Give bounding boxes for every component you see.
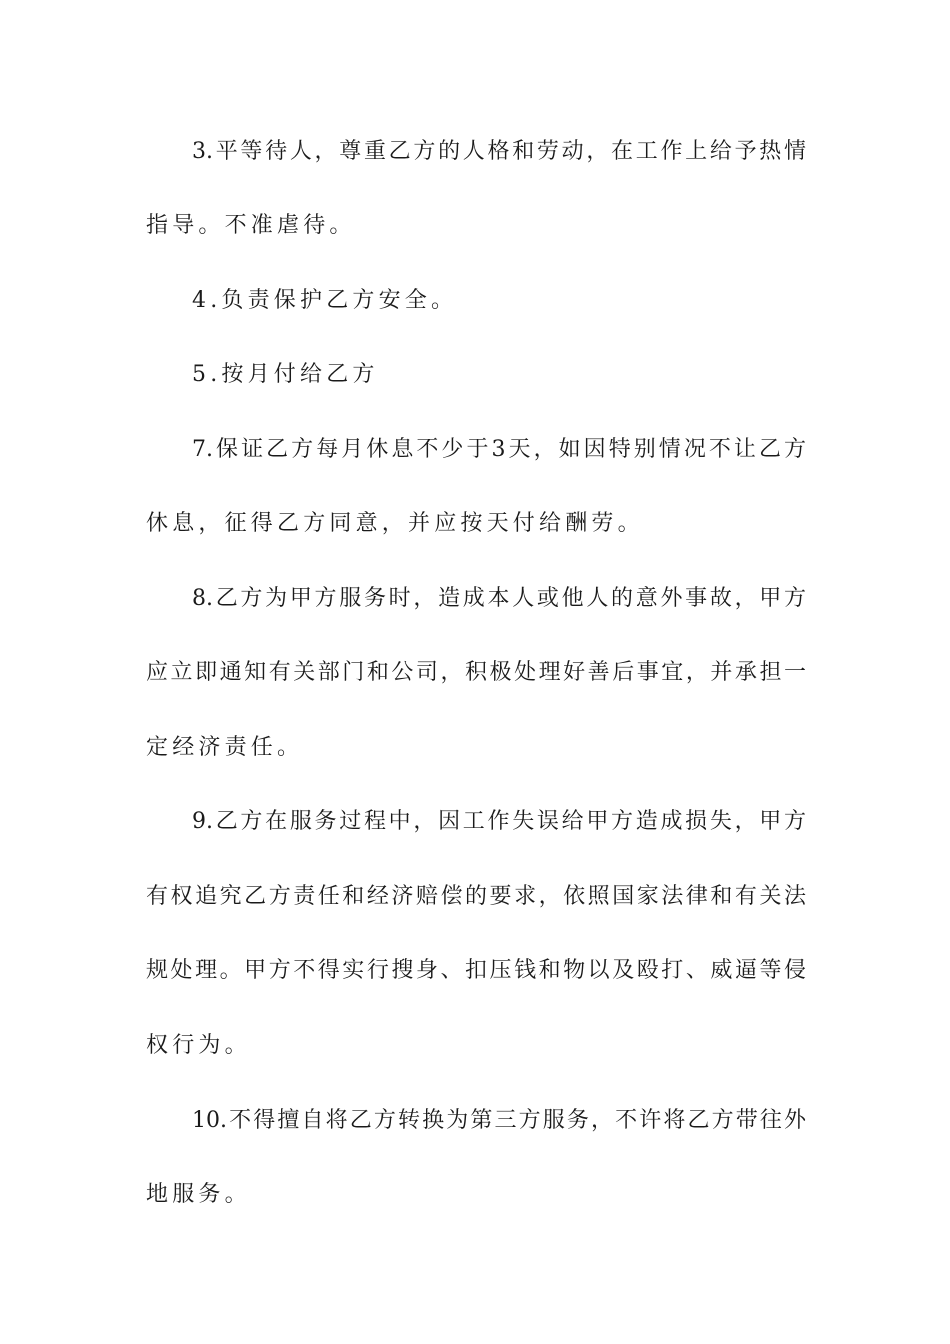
clause-10-line-2: 地服务。 [146, 1182, 251, 1207]
clause-5-line-1: 5.按月付给乙方 [192, 362, 379, 387]
clause-8-line-2: 应立即通知有关部门和公司，积极处理好善后事宜，并承担一 [146, 660, 806, 685]
clause-9-line-3: 规处理。甲方不得实行搜身、扣压钱和物以及殴打、威逼等侵 [146, 958, 806, 983]
clause-9-line-1: 9.乙方在服务过程中，因工作失误给甲方造成损失，甲方 [192, 809, 806, 834]
clause-9-line-4: 权行为。 [146, 1033, 251, 1058]
clause-9-line-2: 有权追究乙方责任和经济赔偿的要求，依照国家法律和有关法 [146, 884, 806, 909]
clause-10-line-1: 10.不得擅自将乙方转换为第三方服务，不许将乙方带往外 [192, 1108, 806, 1133]
clause-4-line-1: 4.负责保护乙方安全。 [192, 288, 458, 313]
clause-8-line-1: 8.乙方为甲方服务时，造成本人或他人的意外事故，甲方 [192, 586, 806, 611]
clause-7-line-1: 7.保证乙方每月休息不少于3天，如因特别情况不让乙方 [192, 437, 806, 462]
clause-3-line-2: 指导。不准虐待。 [146, 213, 356, 238]
clause-3-line-1: 3.平等待人，尊重乙方的人格和劳动，在工作上给予热情 [192, 139, 806, 164]
clause-7-line-2: 休息，征得乙方同意，并应按天付给酬劳。 [146, 511, 644, 536]
clause-8-line-3: 定经济责任。 [146, 735, 304, 760]
